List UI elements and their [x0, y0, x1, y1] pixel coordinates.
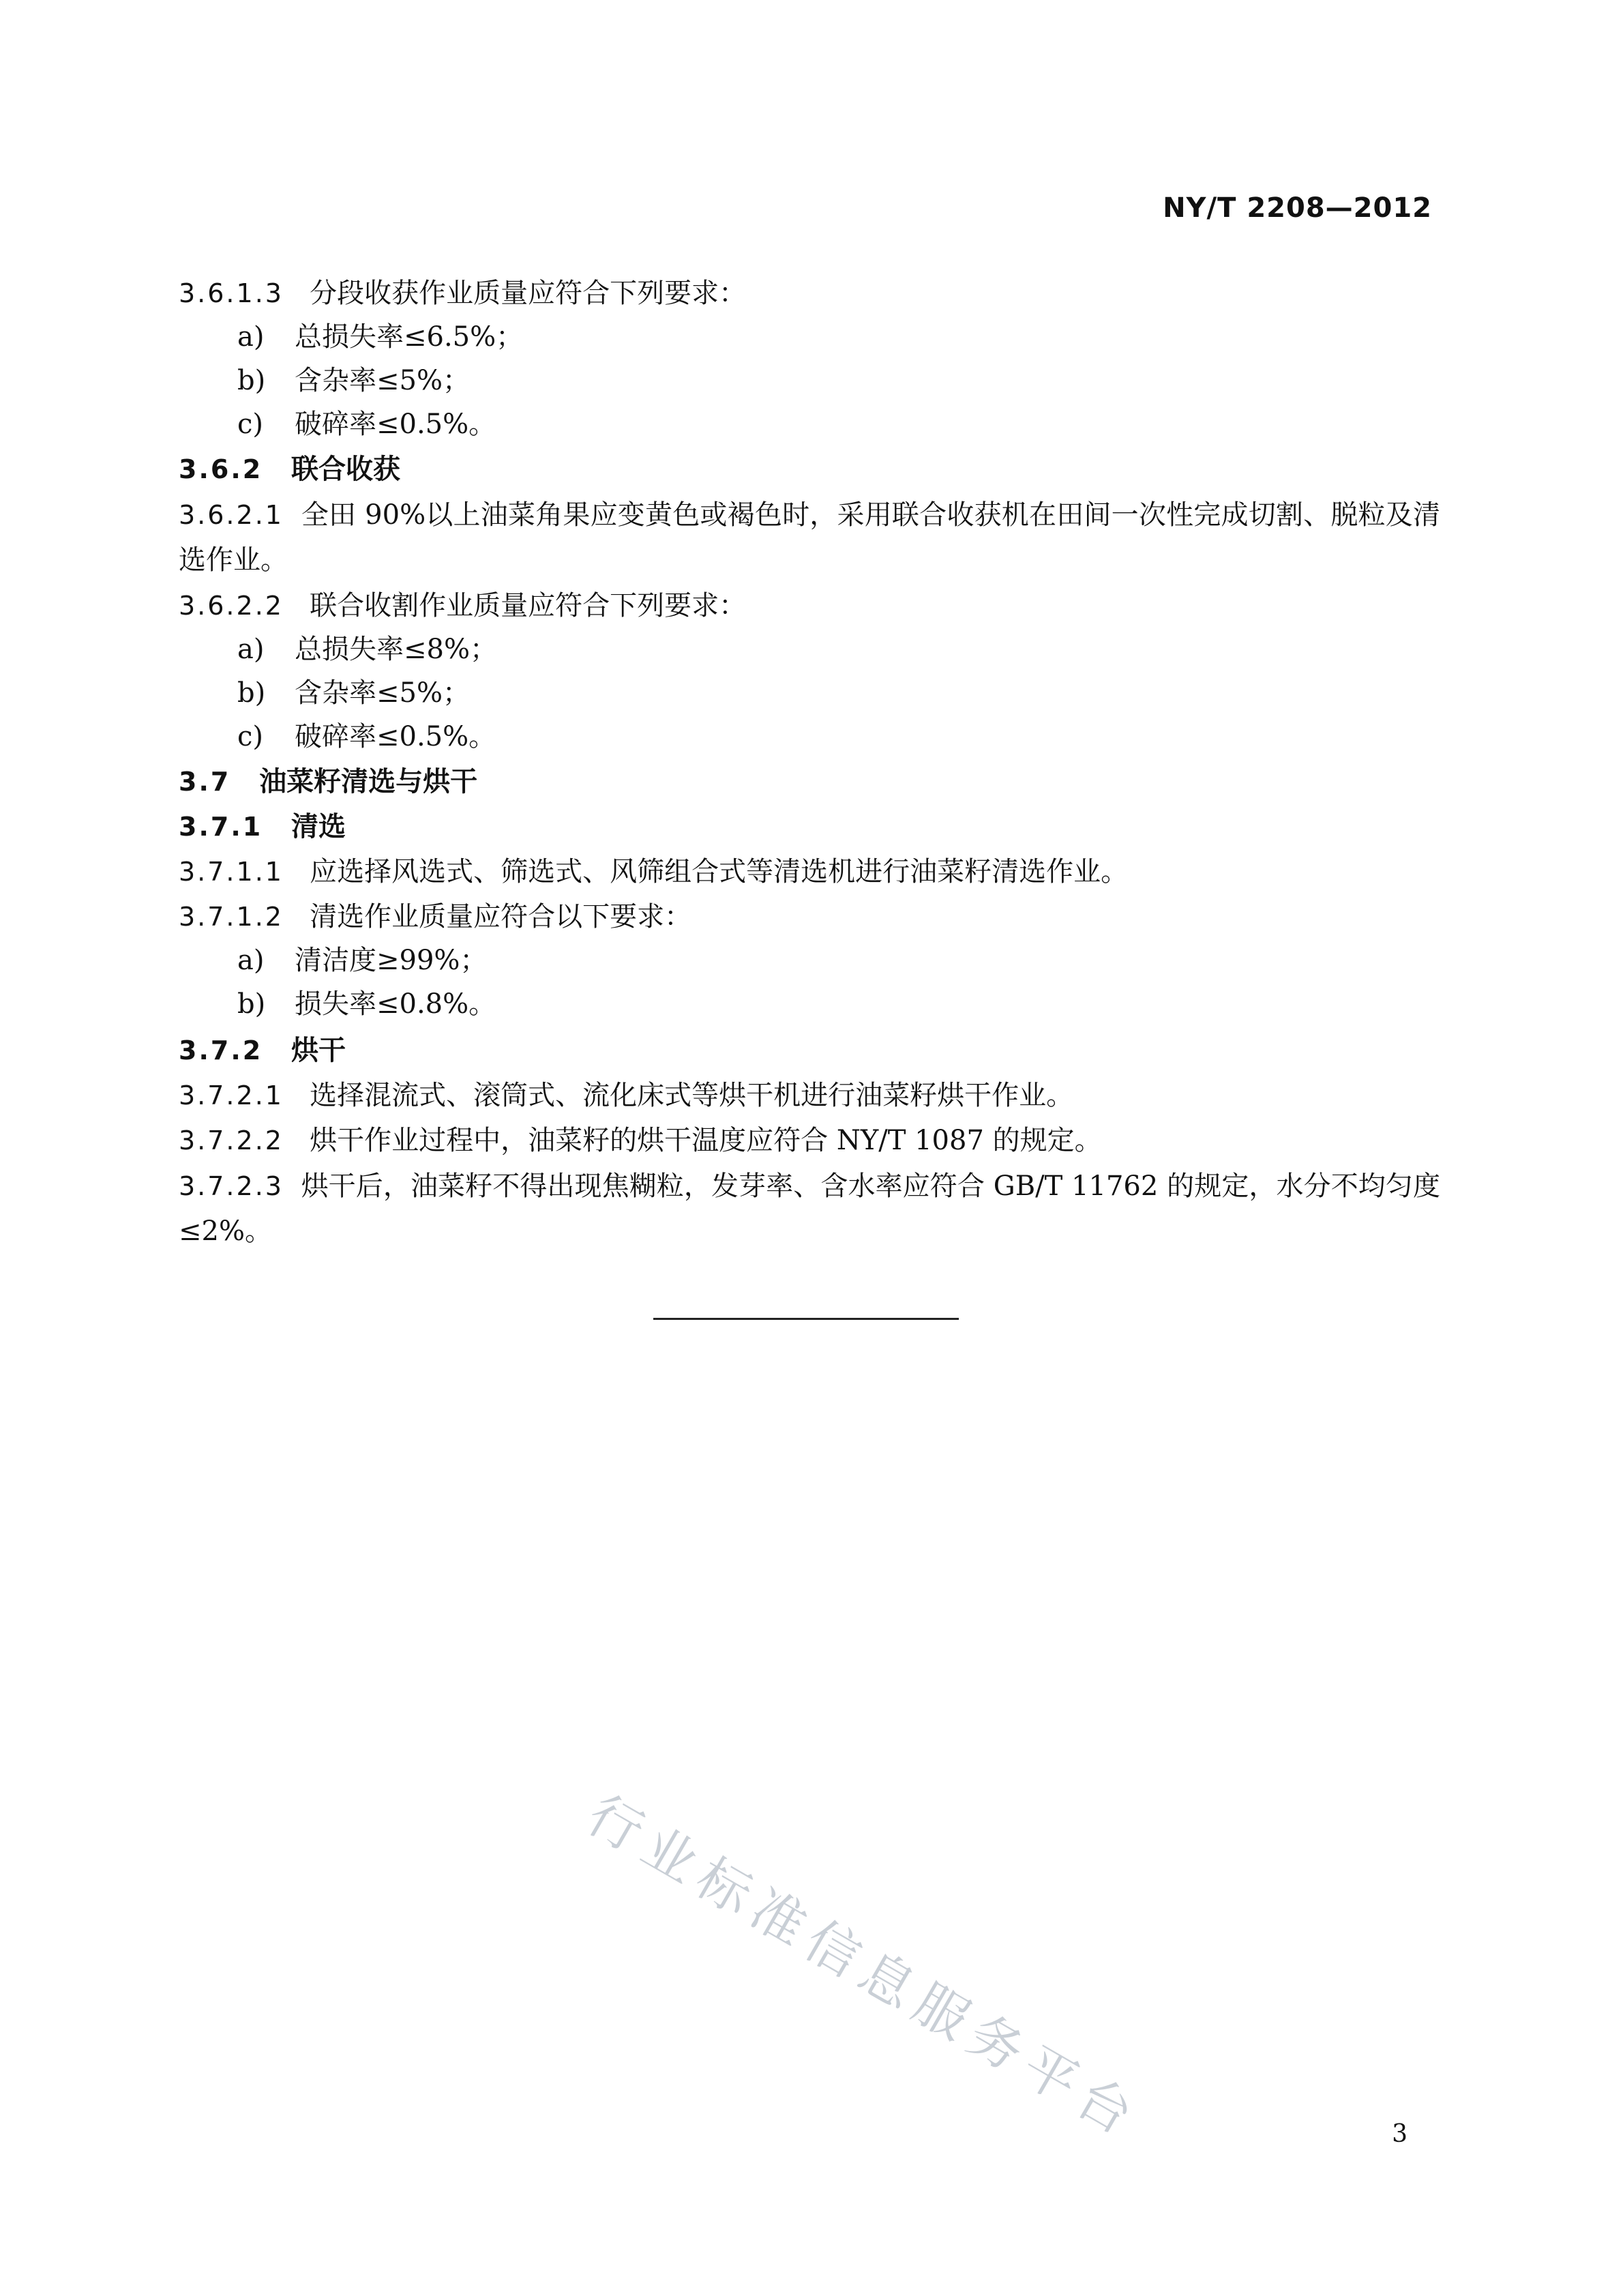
list-item — [237, 402, 496, 446]
clause-text: 全田 90%以上油菜角果应变黄色或褐色时，采用联合收获机在田间一次性完成切割、脱粒及清选作业。 — [179, 499, 1440, 576]
end-of-document-rule — [653, 1318, 959, 1320]
clause-number: 3.7.2.1 — [179, 1080, 284, 1110]
clause-text: 清选作业质量应符合以下要求： — [310, 901, 692, 932]
page-number: 3 — [1392, 2120, 1408, 2148]
item-text: 总损失率≤6.5%； — [295, 321, 524, 353]
section-heading-3-6-2 — [179, 447, 400, 491]
clause-3-6-2-1 — [179, 492, 1440, 583]
clause-number: 3.7.1.1 — [179, 857, 284, 887]
item-text: 破碎率≤0.5%。 — [295, 721, 496, 752]
item-text: 损失率≤0.8%。 — [295, 988, 496, 1020]
section-number: 3.7.1 — [179, 812, 263, 842]
section-heading-3-7 — [179, 760, 477, 804]
clause-3-7-1-1 — [179, 850, 1128, 894]
clause-3-7-1-2 — [179, 895, 691, 939]
item-text: 含杂率≤5%； — [295, 365, 470, 396]
clause-text: 应选择风选式、筛选式、风筛组合式等清选机进行油菜籽清选作业。 — [310, 856, 1129, 887]
clause-text: 烘干后，油菜籽不得出现焦糊粒，发芽率、含水率应符合 GB/T 11762 的规定，水分不均匀度≤2%。 — [179, 1171, 1440, 1247]
clause-text: 联合收割作业质量应符合下列要求： — [310, 590, 747, 621]
clause-text: 选择混流式、滚筒式、流化床式等烘干机进行油菜籽烘干作业。 — [310, 1080, 1074, 1111]
item-marker: c) — [237, 409, 264, 440]
clause-3-6-2-2 — [179, 584, 746, 628]
clause-3-7-2-3 — [179, 1164, 1440, 1254]
clause-text: 烘干作业过程中，油菜籽的烘干温度应符合 NY/T 1087 的规定。 — [310, 1125, 1102, 1156]
clause-number: 3.6.2.1 — [179, 500, 284, 530]
item-marker: c) — [237, 721, 264, 752]
item-text: 清洁度≥99%； — [295, 945, 488, 976]
item-marker: a) — [237, 321, 265, 353]
clause-number: 3.7.2.2 — [179, 1125, 284, 1156]
item-marker: a) — [237, 634, 265, 665]
section-number: 3.7 — [179, 767, 231, 797]
clause-number: 3.6.2.2 — [179, 591, 284, 621]
list-item — [237, 671, 470, 715]
section-title: 烘干 — [291, 1035, 346, 1066]
clause-number: 3.7.2.3 — [179, 1171, 284, 1201]
clause-number: 3.7.1.2 — [179, 902, 284, 932]
list-item — [237, 628, 497, 671]
clause-number: 3.6.1.3 — [179, 278, 284, 308]
watermark: 行业标准信息服务平台 — [577, 1784, 1151, 2151]
section-heading-3-7-2 — [179, 1029, 346, 1072]
clause-3-7-2-2 — [179, 1119, 1102, 1162]
item-marker: a) — [237, 945, 265, 976]
item-marker: b) — [237, 365, 266, 396]
section-title: 联合收获 — [291, 454, 400, 485]
list-item — [237, 359, 470, 402]
section-heading-3-7-1 — [179, 805, 346, 849]
section-number: 3.7.2 — [179, 1035, 263, 1065]
list-item — [237, 715, 496, 759]
item-marker: b) — [237, 677, 266, 709]
item-text: 总损失率≤8%； — [295, 634, 497, 665]
item-text: 含杂率≤5%； — [295, 677, 470, 709]
list-item — [237, 939, 487, 982]
item-marker: b) — [237, 988, 266, 1020]
list-item — [237, 315, 523, 359]
clause-3-6-1-3 — [179, 271, 746, 315]
clause-3-7-2-1 — [179, 1074, 1073, 1117]
section-title: 油菜籽清选与烘干 — [259, 766, 478, 797]
item-text: 破碎率≤0.5%。 — [295, 409, 496, 440]
standard-code: NY/T 2208—2012 — [1163, 192, 1432, 224]
section-number: 3.6.2 — [179, 454, 263, 484]
list-item — [237, 982, 496, 1026]
section-title: 清选 — [291, 811, 346, 842]
clause-text: 分段收获作业质量应符合下列要求： — [310, 278, 747, 309]
